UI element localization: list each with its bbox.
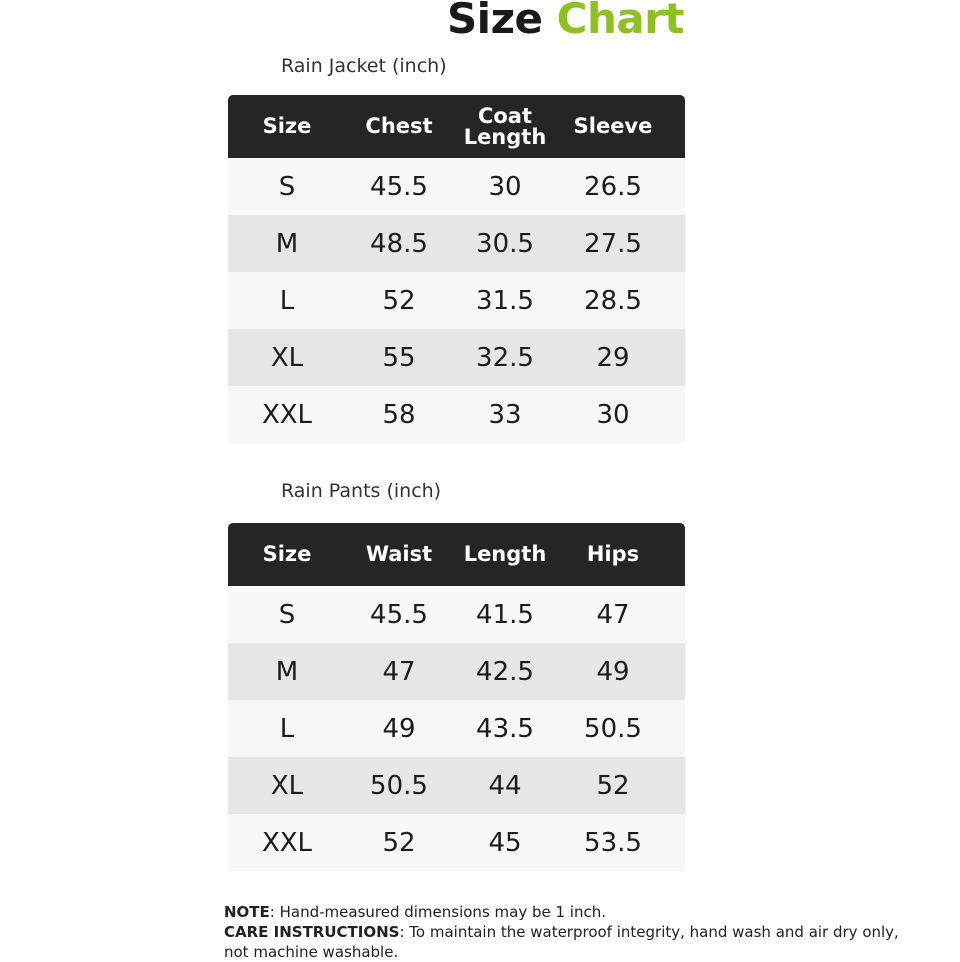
pants-table — [228, 523, 685, 871]
value-cell: 45.5 — [370, 171, 428, 202]
table-row — [228, 814, 685, 871]
value-cell: 53.5 — [584, 827, 642, 858]
size-cell: L — [279, 285, 295, 316]
table-row — [228, 643, 685, 700]
value-cell: 41.5 — [476, 599, 534, 630]
value-cell: 48.5 — [370, 228, 428, 259]
value-cell: 43.5 — [476, 713, 534, 744]
jacket-table-body — [228, 158, 685, 443]
value-cell: 45.5 — [370, 599, 428, 630]
header-cell: Chest — [365, 114, 433, 138]
table-row — [228, 215, 685, 272]
value-cell: 50.5 — [370, 770, 428, 801]
table-row — [228, 158, 685, 215]
size-cell: M — [275, 228, 299, 259]
value-cell: 27.5 — [584, 228, 642, 259]
table-row — [228, 272, 685, 329]
value-cell: 47 — [382, 656, 416, 687]
jacket-table-header — [228, 95, 685, 158]
value-cell: 52 — [596, 770, 630, 801]
jacket-table — [228, 95, 685, 443]
value-cell: 29 — [596, 342, 630, 373]
note-label: NOTE — [224, 903, 270, 921]
value-cell: 28.5 — [584, 285, 642, 316]
note-text: : Hand-measured dimensions may be 1 inch. — [269, 903, 607, 921]
value-cell: 33 — [488, 399, 522, 430]
value-cell: 49 — [382, 713, 416, 744]
value-cell: 52 — [382, 827, 416, 858]
care-text: : To maintain the waterproof integrity, hand wash and air dry only, not machine washable. — [224, 923, 899, 961]
pants-table-header — [228, 523, 685, 586]
value-cell: 45 — [488, 827, 522, 858]
value-cell: 58 — [382, 399, 416, 430]
note-line — [224, 902, 924, 922]
header-cell: Coat Length — [463, 103, 547, 149]
table-row — [228, 757, 685, 814]
pants-caption: Rain Pants (inch) — [281, 480, 442, 502]
table-row — [228, 700, 685, 757]
header-cell: Length — [463, 542, 547, 566]
value-cell: 42.5 — [476, 656, 534, 687]
size-cell: XXL — [261, 827, 313, 858]
title-chart: Chart — [556, 0, 684, 43]
size-cell: S — [278, 171, 296, 202]
value-cell: 32.5 — [476, 342, 534, 373]
value-cell: 55 — [382, 342, 416, 373]
value-cell: 52 — [382, 285, 416, 316]
header-cell: Sleeve — [573, 114, 653, 138]
table-row — [228, 586, 685, 643]
value-cell: 44 — [488, 770, 522, 801]
size-cell: XXL — [261, 399, 313, 430]
care-label: CARE INSTRUCTIONS — [224, 923, 400, 941]
jacket-caption: Rain Jacket (inch) — [281, 55, 447, 77]
notes-section — [224, 902, 924, 962]
header-cell: Size — [262, 542, 312, 566]
size-cell: XL — [270, 770, 304, 801]
size-cell: XL — [270, 342, 304, 373]
value-cell: 50.5 — [584, 713, 642, 744]
value-cell: 26.5 — [584, 171, 642, 202]
page-title — [447, 0, 684, 43]
care-line — [224, 922, 924, 962]
size-cell: M — [275, 656, 299, 687]
size-cell: S — [278, 599, 296, 630]
header-cell: Size — [262, 114, 312, 138]
value-cell: 30.5 — [476, 228, 534, 259]
value-cell: 47 — [596, 599, 630, 630]
value-cell: 30 — [488, 171, 522, 202]
table-row — [228, 329, 685, 386]
header-cell: Waist — [365, 542, 433, 566]
title-size: Size — [446, 0, 543, 43]
value-cell: 49 — [596, 656, 630, 687]
table-row — [228, 386, 685, 443]
header-cell: Hips — [586, 542, 640, 566]
value-cell: 31.5 — [476, 285, 534, 316]
value-cell: 30 — [596, 399, 630, 430]
pants-table-body — [228, 586, 685, 871]
size-cell: L — [279, 713, 295, 744]
